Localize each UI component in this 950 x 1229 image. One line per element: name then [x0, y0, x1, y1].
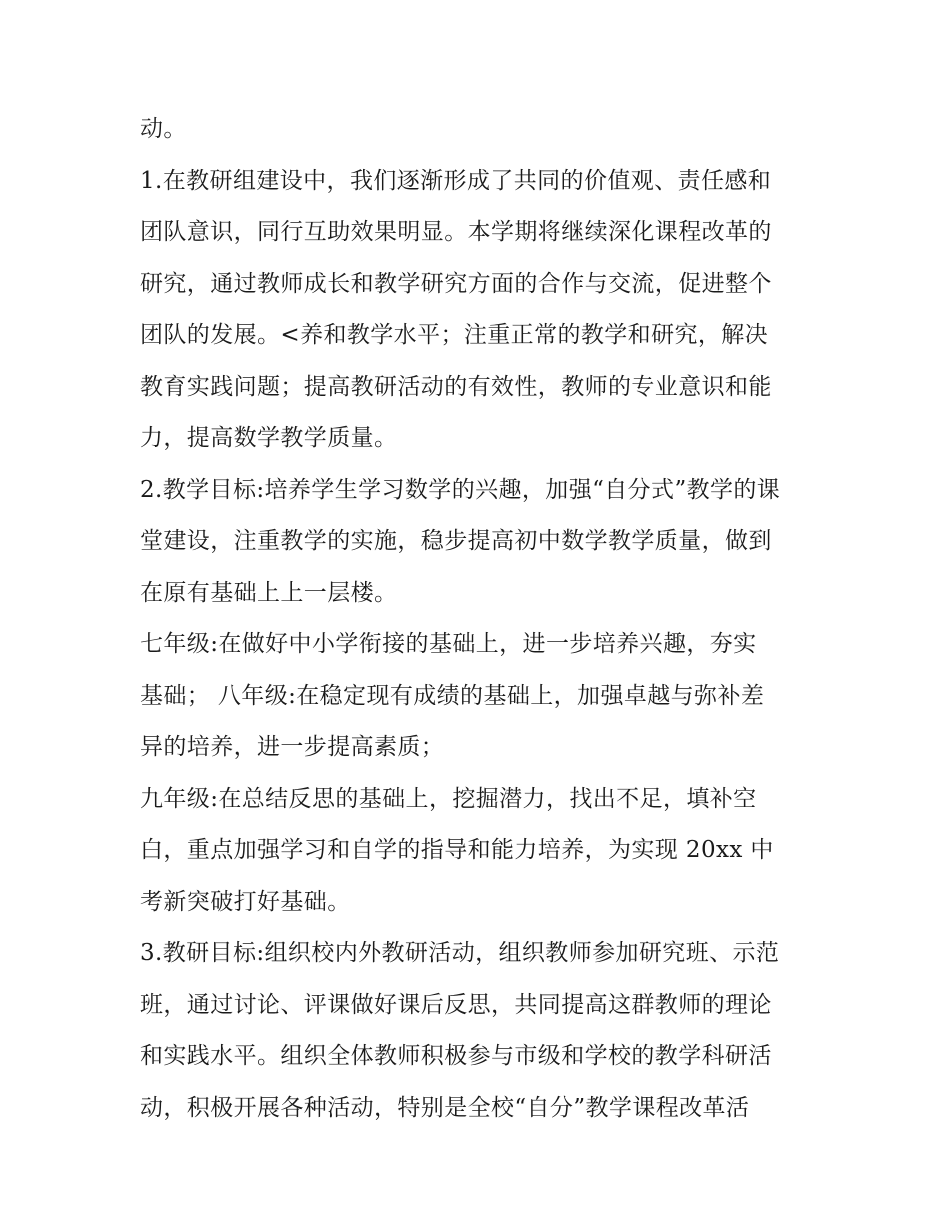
- text-line: 团队意识，同行互助效果明显。本学期将继续深化课程改革的: [140, 219, 772, 245]
- text-line: 动，积极开展各种活动，特别是全校“自分”教学课程改革活: [140, 1095, 750, 1121]
- text-line: 动。: [140, 116, 187, 142]
- text-line: 研究，通过教师成长和教学研究方面的合作与交流，促进整个: [140, 271, 772, 297]
- text-line: 3.教研目标:组织校内外教研活动，组织教师参加研究班、示范: [140, 940, 780, 966]
- text-line: 七年级:在做好中小学衔接的基础上，进一步培养兴趣，夯实: [140, 631, 757, 657]
- text-line: 和实践水平。组织全体教师积极参与市级和学校的教学科研活: [140, 1043, 772, 1069]
- text-line: 基础； 八年级:在稳定现有成绩的基础上，加强卓越与弥补差: [140, 683, 765, 709]
- text-line: 教育实践问题；提高教研活动的有效性，教师的专业意识和能: [140, 374, 772, 400]
- text-line: 2.教学目标:培养学生学习数学的兴趣，加强“自分式”教学的课: [140, 477, 781, 503]
- text-line: 考新突破打好基础。: [140, 889, 351, 915]
- text-line: 在原有基础上上一层楼。: [140, 580, 398, 606]
- text-line: 堂建设，注重教学的实施，稳步提高初中数学教学质量，做到: [140, 528, 772, 554]
- text-line: 九年级:在总结反思的基础上，挖掘潜力，找出不足，填补空: [140, 786, 757, 812]
- text-line: 力，提高数学教学质量。: [140, 425, 398, 451]
- text-line: 异的培养，进一步提高素质；: [140, 734, 445, 760]
- text-line: 团队的发展。<养和教学水平；注重正常的教学和研究，解决: [140, 322, 769, 348]
- text-line: 白，重点加强学习和自学的指导和能力培养，为实现 20xx 中: [140, 837, 774, 863]
- text-line: 班，通过讨论、评课做好课后反思，共同提高这群教师的理论: [140, 992, 772, 1018]
- text-line: 1.在教研组建设中，我们逐渐形成了共同的价值观、责任感和: [140, 168, 772, 194]
